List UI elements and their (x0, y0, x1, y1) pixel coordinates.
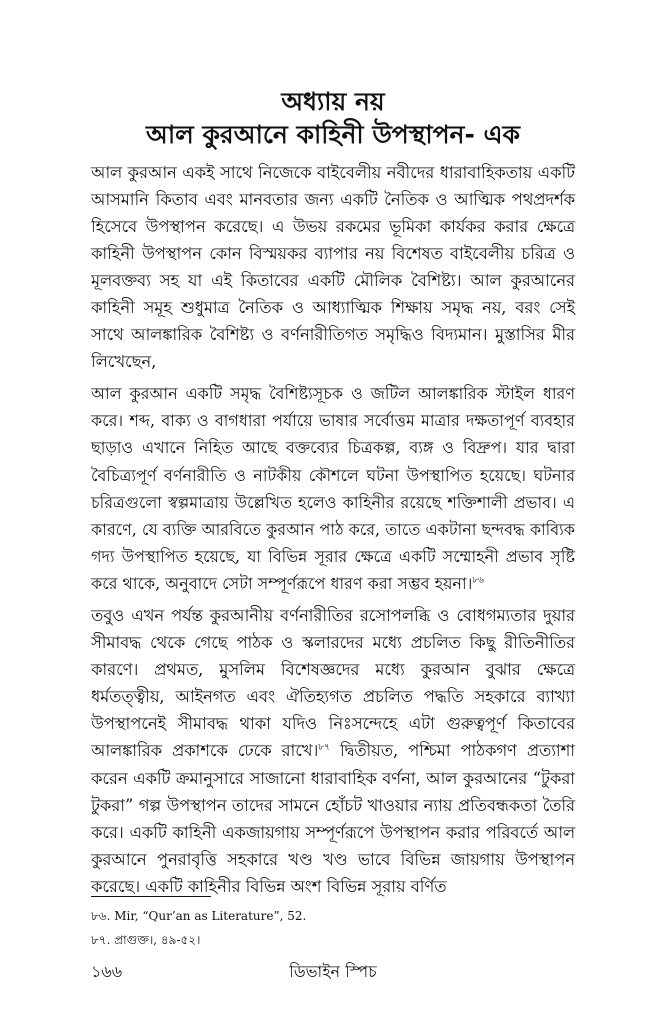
chapter-title: অধ্যায় নয় (281, 87, 385, 116)
opening-paragraph: আল কুরআন একই সাথে নিজেকে বাইবেলীয় নবীদের ধারাবাহিকতায় একটি আসমানি কিতাব এবং মানবতার জন্য একটি নৈতিক ও আত্মিক পথপ্রদর্শক হিসেবে উপস্থাপন করেছে। এ উভয় রকমের ভূমিকা কার্যকর করার ক্ষেত্রে কাহিনী উপস্থাপন কোন বিস্ময়কর ব্যাপার নয় বিশেষত বাইবেলীয় চরিত্র ও মূলবক্তব্য সহ যা এই কিতাবের একটি মৌলিক বৈশিষ্ট্য। আল কুরআনের কাহিনী সমূহ শুধুমাত্র নৈতিক ও আধ্যাত্মিক শিক্ষায় সমৃদ্ধ নয়, বরং সেই সাথে আলঙ্কারিক বৈশিষ্ট্য ও বর্ণনারীতিগত সমৃদ্ধিও বিদ্যমান। মুস্তাসির মীর লিখেছেন, (91, 162, 575, 372)
footnote-reference-86: ৮৬ (472, 575, 485, 586)
book-title: ডিভাইন স্পিচ (289, 962, 377, 981)
analysis-paragraph-text-part-1: তবুও এখন পর্যন্ত কুরআনীয় বর্ণনারীতির রসোপলব্ধি ও বোধগম্যতার দুয়ার সীমাবদ্ধ থেকে গেছে পাঠক ও স্কলারদের মধ্যে প্রচলিত কিছু রীতিনীতির কারণে। প্রথমত, মুসলিম বিশেষজ্ঞদের মধ্যে কুরআন বুঝার ক্ষেত্রে ধর্মতত্ত্বীয়, আইনগত এবং ঐতিহ্যগত প্রচলিত পদ্ধতি সহকারে ব্যাখ্যা উপস্থাপনেই সীমাবদ্ধ থাকা যদিও নিঃসন্দেহে এটা গুরুত্বপূর্ণ কিতাবের আলঙ্কারিক প্রকাশকে ঢেকে রাখে। (91, 606, 575, 761)
footnotes (91, 896, 575, 952)
quoted-passage (91, 380, 575, 597)
quoted-passage-text: আল কুরআন একটি সমৃদ্ধ বৈশিষ্ট্যসূচক ও জটিল আলঙ্কারিক স্টাইল ধারণ করে। শব্দ, বাক্য ও বাগধারা পর্যায়ে ভাষার সর্বোত্তম মাত্রার দক্ষতাপূর্ণ ব্যবহার ছাড়াও এখানে নিহিত আছে বক্তব্যের চিত্রকল্প, ব্যঙ্গ ও বিদ্রুপ। যার দ্বারা বৈচিত্র্যপূর্ণ বর্ণনারীতি ও নাটকীয় কৌশলে ঘটনা উপস্থাপিত হয়েছে। ঘটনার চরিত্রগুলো স্বল্পমাত্রায় উল্লেখিত হলেও কাহিনীর রয়েছে শক্তিশালী প্রভাব। এ কারণে, যে ব্যক্তি আরবিতে কুরআন পাঠ করে, তাতে একটানা ছন্দবদ্ধ কাব্যিক গদ্য উপস্থাপিত হয়েছে, যা বিভিন্ন সূরার ক্ষেত্রে একটি সম্মোহনী প্রভাব সৃষ্টি করে থাকে, অনুবাদে সেটা সম্পূর্ণরূপে ধারণ করা সম্ভব হয়না। (91, 384, 575, 593)
book-page (91, 88, 575, 1008)
chapter-body (91, 159, 575, 901)
page-number: ১৬৬ (91, 962, 123, 981)
footnote-divider (91, 896, 211, 897)
footnote-reference-87: ৮৭ (318, 743, 330, 754)
page-footer (91, 960, 575, 984)
footnote-87: ৮৭. প্রাগুক্ত।, ৪৯-৫২। (91, 933, 201, 947)
chapter-subtitle: আল কুরআনে কাহিনী উপস্থাপন- এক (145, 119, 521, 149)
analysis-paragraph (91, 602, 575, 900)
footnote-86: ৮৬. Mir, “Qur’an as Literature”, 52. (91, 909, 307, 923)
analysis-paragraph-text-part-2: দ্বিতীয়ত, পশ্চিমা পাঠকগণ প্রত্যাশা করেন একটি ক্রমানুসারে সাজানো ধারাবাহিক বর্ণনা, আল কুরআনের “টুকরা টুকরা” গল্প উপস্থাপন তাদের সামনে হোঁচট খাওয়ার ন্যায় প্রতিবন্ধকতা তৈরি করে। একটি কাহিনী একজায়গায় সম্পূর্ণরূপে উপস্থাপন করার পরিবর্তে আল কুরআনে পুনরাবৃত্তি সহকারে খণ্ড খণ্ড ভাবে বিভিন্ন জায়গায় উপস্থাপন করেছে। একটি কাহিনীর বিভিন্ন অংশ বিভিন্ন সূরায় বর্ণিত (91, 741, 576, 896)
